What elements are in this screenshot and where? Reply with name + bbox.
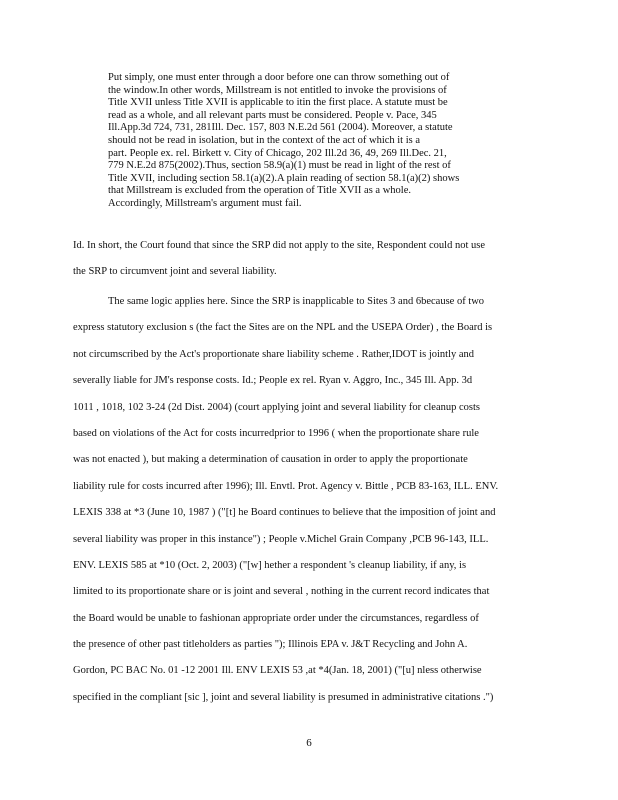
quote-line: 779 N.E.2d 875(2002).Thus, section 58.9(a)(1) must be read in light of the rest of (108, 160, 451, 172)
body-line: several liability was proper in this instance") ; People v.Michel Grain Company ,PCB 96-143, ILL. (73, 533, 489, 545)
body-paragraph-1 (73, 233, 545, 286)
quote-line: read as a whole, and all relevant parts must be considered. People v. Pace, 345 (108, 109, 437, 121)
quote-line: Title XVII, including section 58.1(a)(2).A plain reading of section 58.1(a)(2) shows (108, 172, 460, 184)
quote-line: Put simply, one must enter through a door before one can throw something out of (108, 72, 450, 83)
body-paragraph-2 (73, 289, 545, 711)
body-line: the SRP to circumvent joint and several liability. (73, 266, 277, 278)
quote-line: Title XVII unless Title XVII is applicable to itin the first place. A statute must be (108, 97, 448, 109)
body-line: severally liable for JM's response costs. Id.; People ex rel. Ryan v. Aggro, Inc., 345 Ill. App. 3d (73, 375, 473, 387)
body-line: based on violations of the Act for costs incurredprior to 1996 ( when the proportionate share rule (73, 427, 479, 439)
quote-line: Accordingly, Millstream's argument must fail. (108, 197, 302, 209)
body-line: ENV. LEXIS 585 at *10 (Oct. 2, 2003) ("[w] hether a respondent 's cleanup liability, if any, is (73, 559, 467, 571)
body-line: was not enacted ), but making a determination of causation in order to apply the proportionate (73, 454, 468, 466)
block-quote (108, 72, 510, 211)
quote-line: that Millstream is excluded from the operation of Title XVII as a whole. (108, 185, 411, 197)
body-line: Gordon, PC BAC No. 01 -12 2001 Ill. ENV LEXIS 53 ,at *4(Jan. 18, 2001) ("[u] nless otherwise (73, 665, 482, 677)
page-number: 6 (306, 737, 312, 749)
body-line: 1011 , 1018, 102 3-24 (2d Dist. 2004) (court applying joint and several liability for cleanup costs (73, 401, 480, 413)
body-line: not circumscribed by the Act's proportionate share liability scheme . Rather,IDOT is jointly and (73, 348, 475, 360)
body-line: specified in the compliant [sic ], joint and several liability is presumed in administrative citations .") (73, 691, 494, 703)
quote-line: should not be read in isolation, but in the context of the act of which it is a (108, 134, 421, 146)
quote-line: Ill.App.3d 724, 731, 281Ill. Dec. 157, 803 N.E.2d 561 (2004). Moreover, a statute (108, 122, 453, 134)
body-line: The same logic applies here. Since the SRP is inapplicable to Sites 3 and 6because of two (108, 296, 485, 307)
body-line: LEXIS 338 at *3 (June 10, 1987 ) ("[t] he Board continues to believe that the imposition of joint and (73, 507, 496, 519)
body-line: Id. In short, the Court found that since the SRP did not apply to the site, Respondent could not use (73, 240, 485, 251)
body-line: limited to its proportionate share or is joint and several , nothing in the current record indicates that (73, 586, 490, 598)
body-line: the Board would be unable to fashionan appropriate order under the circumstances, regardless of (73, 612, 479, 624)
body-line: liability rule for costs incurred after 1996); Ill. Envtl. Prot. Agency v. Bittle , PCB 83-163, ILL. ENV. (73, 480, 499, 492)
quote-line: the window.In other words, Millstream is not entitled to invoke the provisions of (108, 84, 447, 96)
body-line: the presence of other past titleholders as parties "); Illinois EPA v. J&T Recycling and John A. (73, 639, 468, 651)
quote-line: part. People ex. rel. Birkett v. City of Chicago, 202 Ill.2d 36, 49, 269 Ill.Dec. 21, (108, 147, 447, 159)
body-line: express statutory exclusion s (the fact the Sites are on the NPL and the USEPA Order) , the Board is (73, 322, 493, 334)
